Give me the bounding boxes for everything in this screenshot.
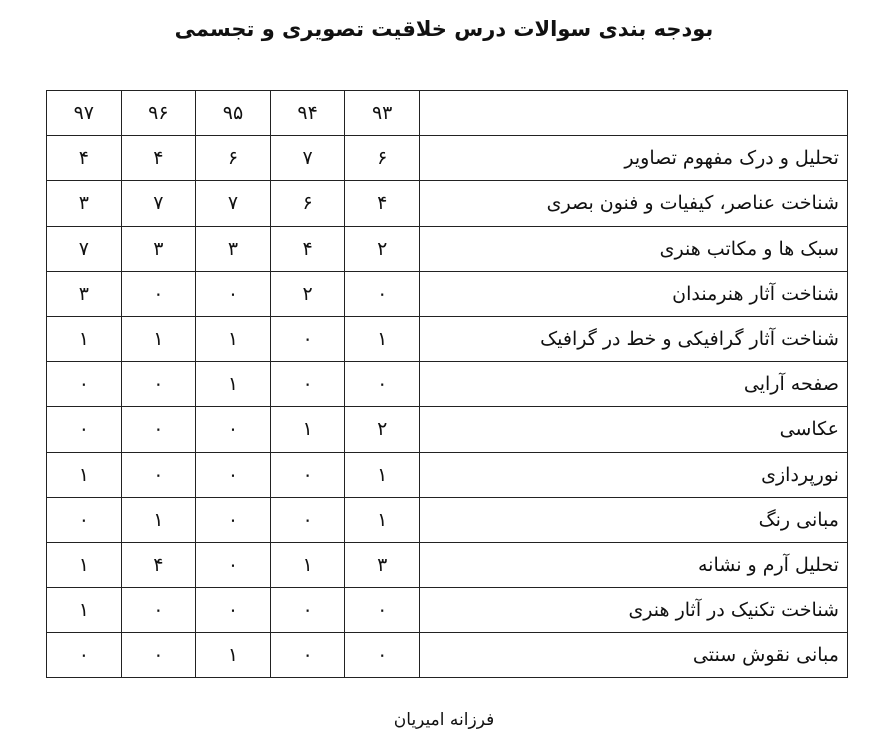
table-cell: ۰ — [121, 588, 196, 633]
table-cell: ۶ — [196, 136, 271, 181]
table-row — [47, 633, 848, 678]
table-cell: ۱ — [121, 316, 196, 361]
topic-cell: شناخت آثار گرافیکی و خط در گرافیک — [419, 316, 847, 361]
table-cell: ۳ — [196, 226, 271, 271]
topic-cell: مبانی نقوش سنتی — [419, 633, 847, 678]
table-cell: ۱ — [47, 452, 122, 497]
topic-cell: شناخت آثار هنرمندان — [419, 271, 847, 316]
table-cell: ۴ — [121, 542, 196, 587]
table-cell: ۰ — [270, 316, 345, 361]
topic-cell: مبانی رنگ — [419, 497, 847, 542]
table-cell: ۷ — [121, 181, 196, 226]
table-row — [47, 407, 848, 452]
table-cell: ۰ — [196, 271, 271, 316]
table-cell: ۲ — [345, 407, 420, 452]
topic-cell: صفحه آرایی — [419, 362, 847, 407]
table-cell: ۴ — [345, 181, 420, 226]
table-cell: ۰ — [121, 407, 196, 452]
table-cell: ۴ — [47, 136, 122, 181]
table-cell: ۲ — [270, 271, 345, 316]
table-cell: ۷ — [196, 181, 271, 226]
table-cell: ۳ — [47, 181, 122, 226]
table-cell: ۰ — [47, 362, 122, 407]
table-cell: ۰ — [270, 452, 345, 497]
table-cell: ۰ — [345, 633, 420, 678]
year-header: ۹۳ — [345, 91, 420, 136]
table-cell: ۰ — [345, 362, 420, 407]
table-row — [47, 136, 848, 181]
table-cell: ۲ — [345, 226, 420, 271]
table-row — [47, 316, 848, 361]
topic-cell: نورپردازی — [419, 452, 847, 497]
table-cell: ۰ — [121, 633, 196, 678]
topic-cell: سبک ها و مکاتب هنری — [419, 226, 847, 271]
table-row — [47, 271, 848, 316]
document-title: بودجه بندی سوالات درس خلاقیت تصویری و تجسمی — [174, 17, 714, 41]
table-cell: ۱ — [345, 452, 420, 497]
table-cell: ۰ — [345, 271, 420, 316]
table-cell: ۷ — [270, 136, 345, 181]
table-cell: ۰ — [270, 633, 345, 678]
table-cell: ۴ — [121, 136, 196, 181]
table-cell: ۰ — [47, 633, 122, 678]
table-cell: ۱ — [47, 588, 122, 633]
table-cell: ۴ — [270, 226, 345, 271]
table-row — [47, 542, 848, 587]
topic-cell: شناخت عناصر، کیفیات و فنون بصری — [419, 181, 847, 226]
table-row — [47, 588, 848, 633]
table-cell: ۰ — [270, 497, 345, 542]
year-header: ۹۷ — [47, 91, 122, 136]
table-cell: ۰ — [196, 407, 271, 452]
table-cell: ۶ — [345, 136, 420, 181]
table-cell: ۰ — [47, 497, 122, 542]
table-cell: ۳ — [121, 226, 196, 271]
topic-cell: عکاسی — [419, 407, 847, 452]
table-cell: ۰ — [196, 497, 271, 542]
table-cell: ۱ — [47, 542, 122, 587]
table-cell: ۰ — [121, 452, 196, 497]
table-cell: ۳ — [47, 271, 122, 316]
topic-header — [419, 91, 847, 136]
table-cell: ۱ — [270, 407, 345, 452]
table-cell: ۰ — [121, 362, 196, 407]
table-cell: ۰ — [270, 588, 345, 633]
year-header: ۹۵ — [196, 91, 271, 136]
table-row — [47, 181, 848, 226]
table-cell: ۳ — [345, 542, 420, 587]
table-cell: ۱ — [345, 497, 420, 542]
table-cell: ۱ — [196, 316, 271, 361]
table-cell: ۰ — [196, 542, 271, 587]
table-cell: ۰ — [270, 362, 345, 407]
topic-cell: تحلیل آرم و نشانه — [419, 542, 847, 587]
table-cell: ۶ — [270, 181, 345, 226]
table-cell: ۱ — [196, 362, 271, 407]
table-cell: ۰ — [121, 271, 196, 316]
table-cell: ۰ — [345, 588, 420, 633]
table-row — [47, 226, 848, 271]
budget-table — [46, 90, 848, 678]
year-header: ۹۶ — [121, 91, 196, 136]
table-cell: ۱ — [270, 542, 345, 587]
author-name: فرزانه امیریان — [393, 710, 495, 730]
table-cell: ۱ — [345, 316, 420, 361]
table-row — [47, 452, 848, 497]
table-cell: ۰ — [196, 588, 271, 633]
table-cell: ۱ — [121, 497, 196, 542]
table-cell: ۱ — [47, 316, 122, 361]
table-cell: ۱ — [196, 633, 271, 678]
table-header-row — [47, 91, 848, 136]
table-row — [47, 362, 848, 407]
year-header: ۹۴ — [270, 91, 345, 136]
table-cell: ۰ — [47, 407, 122, 452]
table-cell: ۷ — [47, 226, 122, 271]
table-row — [47, 497, 848, 542]
topic-cell: تحلیل و درک مفهوم تصاویر — [419, 136, 847, 181]
topic-cell: شناخت تکنیک در آثار هنری — [419, 588, 847, 633]
table-cell: ۰ — [196, 452, 271, 497]
